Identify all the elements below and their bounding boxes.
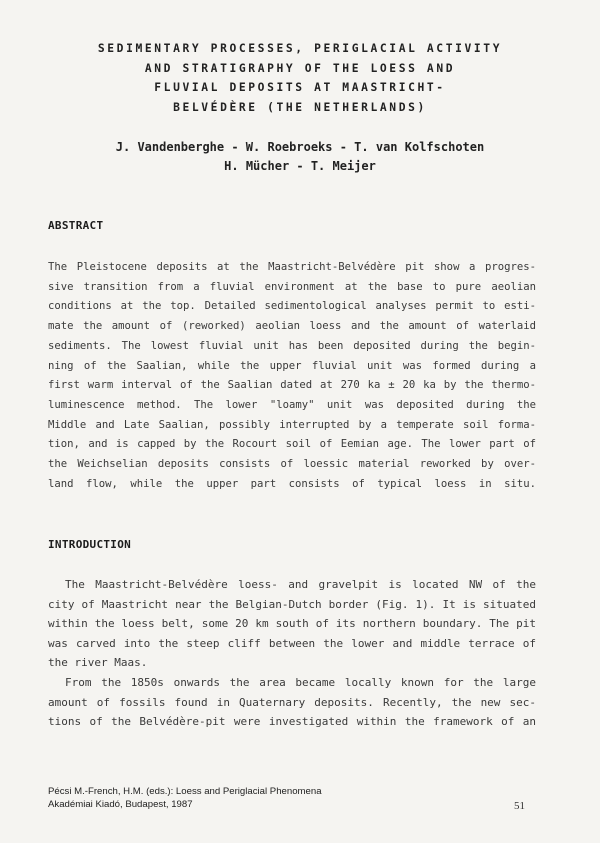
- abstract-line: first warm interval of the Saalian dated at 270 ka ± 20 ka by the thermo-: [48, 379, 536, 392]
- introduction-line: within the loess belt, some 20 km south of its northern boundary. The pit: [48, 617, 536, 631]
- page-number: 51: [514, 800, 525, 812]
- abstract-line: tion, and is capped by the Rocourt soil of Eemian age. The lower part of: [48, 438, 536, 451]
- authors-line: J. Vandenberghe - W. Roebroeks - T. van Kolfschoten: [115, 140, 485, 154]
- title-line: BELVÉDÈRE (THE NETHERLANDS): [173, 100, 427, 114]
- introduction-heading: INTRODUCTION: [48, 538, 132, 551]
- introduction-line: city of Maastricht near the Belgian-Dutch border (Fig. 1). It is situated: [48, 597, 536, 611]
- author-list: [40, 138, 560, 176]
- paper-title: [40, 39, 560, 117]
- title-line: SEDIMENTARY PROCESSES, PERIGLACIAL ACTIVITY: [97, 42, 503, 55]
- introduction-line: From the 1850s onwards the area became locally known for the large: [65, 675, 536, 689]
- title-line: AND STRATIGRAPHY OF THE LOESS AND: [144, 61, 456, 75]
- abstract-line: land flow, while the upper part consists of typical loess in situ.: [48, 477, 536, 490]
- footer-citation: Pécsi M.-French, H.M. (eds.): Loess and Periglacial Phenomena: [48, 786, 322, 797]
- introduction-body: [48, 575, 536, 732]
- introduction-line: tions of the Belvédère-pit were investigated within the framework of an: [48, 715, 536, 729]
- abstract-heading: ABSTRACT: [48, 219, 104, 232]
- abstract-line: conditions at the top. Detailed sedimentological analyses permit to esti-: [48, 300, 536, 313]
- introduction-line: was carved into the steep cliff between the lower and middle terrace of: [48, 636, 536, 650]
- abstract-line: mate the amount of (reworked) aeolian loess and the amount of waterlaid: [48, 320, 536, 333]
- abstract-line: the Weichselian deposits consists of loessic material reworked by over-: [48, 458, 536, 471]
- publication-footer: [48, 786, 322, 811]
- abstract-line: sive transition from a fluvial environment at the base to pure aeolian: [48, 280, 536, 293]
- abstract-line: ning of the Saalian, while the upper fluvial unit was formed during a: [48, 359, 536, 372]
- abstract-line: sediments. The lowest fluvial unit has been deposited during the begin-: [48, 339, 536, 352]
- introduction-line: amount of fossils found in Quaternary deposits. Recently, the new sec-: [48, 695, 536, 709]
- footer-publisher: Akadémiai Kiadó, Budapest, 1987: [48, 798, 193, 810]
- introduction-line: The Maastricht-Belvédère loess- and gravelpit is located NW of the: [65, 578, 536, 591]
- abstract-line: Middle and Late Saalian, possibly interrupted by a temperate soil forma-: [48, 418, 536, 431]
- authors-line: H. Mücher - T. Meijer: [224, 159, 376, 173]
- abstract-line: The Pleistocene deposits at the Maastricht-Belvédère pit show a progres-: [48, 261, 536, 273]
- abstract-line: luminescence method. The lower "loamy" unit was deposited during the: [48, 398, 536, 411]
- abstract-body: [48, 258, 536, 494]
- introduction-line: the river Maas.: [48, 656, 148, 670]
- title-line: FLUVIAL DEPOSITS AT MAASTRICHT-: [154, 81, 446, 95]
